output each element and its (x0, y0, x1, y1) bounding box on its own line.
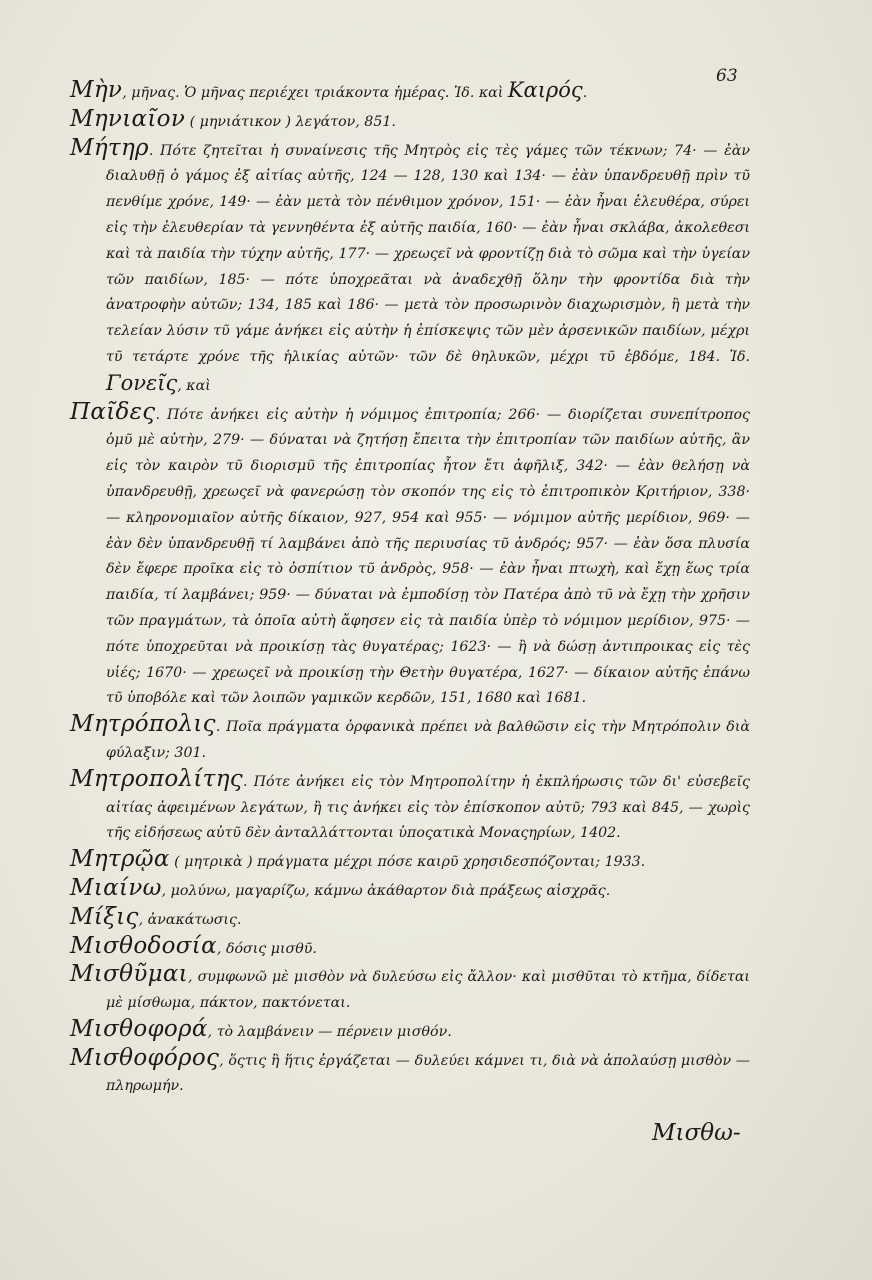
entry-mitir (70, 136, 750, 400)
entry-text: ( μηνιάτικον ) λεγάτον, 851. (185, 113, 396, 130)
headword: Μισθῦμαι (70, 961, 188, 988)
dictionary-entries (70, 78, 750, 1100)
headword: Μητροπολίτης (70, 765, 243, 792)
cross-reference: Γονεῖς (106, 370, 178, 395)
entry-text: , ὅςτις ἢ ἥτις ἐργάζεται — δυλεύει κάμνει τι, διὰ νὰ ἀπολαύσῃ μισθὸν — πληρωμήν. (106, 1052, 750, 1095)
entry-paides (70, 400, 750, 713)
headword: Παῖδες (70, 398, 156, 425)
entry-miaino (70, 876, 750, 905)
entry-miniaion (70, 107, 750, 136)
entry-misthoumai (70, 962, 750, 1017)
entry-text: . Πότε ζητεῖται ἡ συναίνεσις τῆς Μητρὸς εἰς τὲς γάμες τῶν τέκνων; 74· — ἐὰν διαλυθῇ ὁ γάμος ἐξ αἰτίας αὐτῆς, 124 — 128, 130 καὶ 134· — ἐὰν ὑπανδρευθῇ πρὶν τῦ πενθίμε χρόνε, 149· — ἐὰν μετὰ τὸν πένθιμον χρόνον, 151· — ἐὰν ἦναι ἐλευθέρα, σύρει εἰς τὴν ἐλευθερίαν τὰ γεννηθέντα ἐξ αὐτῆς παιδία, 160· — ἐὰν ἦναι σκλάβα, ἀκολεθεσι καὶ τὰ παιδία τὴν τύχην αὐτῆς, 177· — χρεωςεῖ νὰ φροντίζῃ διὰ τὸ σῶμα καὶ τὴν ὑγείαν τῶν παιδίων, 185· — πότε ὑποχρεᾶται νὰ ἀναδεχθῇ ὅλην τὴν φροντίδα διὰ τὴν ἀνατροφὴν αὐτῶν; 134, 185 καὶ 186· — μετὰ τὸν προσωρινὸν διαχωρισμὸν, ἢ μετὰ τὴν τελείαν λύσιν τῦ γάμε ἀνήκει εἰς αὐτὴν ἡ ἐπίσκεψις τῶν μὲν ἀρσενικῶν παιδίων, μέχρι τῦ τετάρτε χρόνε τῆς ἡλικίας αὐτῶν· τῶν δὲ θηλυκῶν, μέχρι τῦ ἑβδόμε, 184. Ἰδ. (106, 142, 750, 365)
headword: Μηνιαῖον (70, 105, 186, 132)
cross-reference: Καιρός (507, 78, 583, 102)
entry-text: , συμφωνῶ μὲ μισθὸν νὰ δυλεύσω εἰς ἄλλον· καὶ μισθῦται τὸ κτῆμα, δίδεται μὲ μίσθωμα, πάκτον, πακτόνεται. (106, 969, 750, 1012)
entry-text: ( μητρικὰ ) πράγματα μέχρι πόσε καιρῦ χρησιδεσπόζονται; 1933. (169, 854, 646, 871)
entry-mitropolis (70, 712, 750, 767)
headword: Μήτηρ (70, 134, 149, 161)
entry-text: . Πότε ἀνήκει εἰς τὸν Μητροπολίτην ἡ ἐκπλήρωσις τῶν δι' εὐσεβεῖς αἰτίας ἀφειμένων λεγάτων, ἢ τις ἀνήκει εἰς τὸν ἐπίσκοπον αὐτῦ; 793 καὶ 845, — χωρὶς τῆς εἰδήσεως αὐτῦ δὲν ἀνταλλάττονται ὑποςατικὰ Μοναςηρίων, 1402. (106, 773, 750, 842)
entry-misthofora (70, 1017, 750, 1046)
page-number: 63 (716, 66, 738, 86)
headword: Μίξις (70, 903, 139, 930)
entry-text: , μῆνας. Ὁ μῆνας περιέχει τριάκοντα ἡμέρας. Ἰδ. καὶ (122, 85, 508, 101)
entry-misthoforos (70, 1046, 750, 1101)
headword: Μητρόπολις (70, 711, 216, 738)
entry-text: , δόσις μισθῦ. (216, 940, 317, 957)
headword: Μιαίνω (70, 874, 162, 901)
entry-mitroa (70, 847, 750, 876)
headword: Μισθοφορά (70, 1015, 208, 1042)
entry-mixis (70, 905, 750, 934)
entry-text: , μολύνω, μαγαρίζω, κάμνω ἀκάθαρτον διὰ πράξεως αἰσχρᾶς. (161, 882, 611, 899)
headword: Μισθοφόρος (70, 1044, 220, 1071)
catchword: Μισθω- (652, 1120, 741, 1146)
entry-tail: , καὶ (177, 377, 211, 394)
entry-tail: . (582, 85, 588, 101)
entry-text: . Πότε ἀνήκει εἰς αὐτὴν ἡ νόμιμος ἐπιτροπία; 266· — διορίζεται συνεπίτροπος ὁμῦ μὲ αὐτὴν, 279· — δύναται νὰ ζητήσῃ ἔπειτα τὴν ἐπιτροπίαν τῶν παιδίων αὐτῆς, ἂν εἰς τὸν καιρὸν τῦ διορισμῦ τῆς ἐπιτροπίας ἦτον ἔτι ἀφῆλιξ, 342· — ἐὰν θελήσῃ νὰ ὑπανδρευθῇ, χρεωςεῖ νὰ φανερώσῃ τὸν σκοπόν της εἰς τὸ ἐπιτροπικὸν Κριτήριον, 338· — κληρονομιαῖον αὐτῆς δίκαιον, 927, 954 καὶ 955· — νόμιμον αὐτῆς μερίδιον, 969· — ἐὰν δὲν ὑπανδρευθῇ τί λαμβάνει ἀπὸ τῆς περιυσίας τῦ ἀνδρός; 957· — ἐὰν ὅσα πλυσία δὲν ἔφερε προῖκα εἰς τὸ ὁσπίτιον τῦ ἀνδρὸς, 958· — ἐὰν ἦναι πτωχὴ, καὶ ἔχῃ ἕως τρία παιδία, τί λαμβάνει; 959· — δύναται νὰ ἐμποδίσῃ τὸν Πατέρα ἀπὸ τῦ νὰ ἔχῃ τὴν χρῆσιν τῶν πραγμάτων, τὰ ὁποῖα αὐτὴ ἄφησεν εἰς τὰ παιδία ὑπὲρ τὸ νόμιμον μερίδιον, 975· — πότε ὑποχρεῦται νὰ προικίσῃ τὰς θυγατέρας; 1623· — ἢ νὰ δώσῃ ἀντιπροικας εἰς τὲς υἱές; 1670· — χρεωςεῖ νὰ προικίσῃ τὴν Θετὴν θυγατέρα, 1627· — δίκαιον αὐτῆς ἐπάνω τῦ ὑποβόλε καὶ τῶν λοιπῶν γαμικῶν κερδῶν, 151, 1680 καὶ 1681. (106, 406, 750, 707)
entry-text: , ἀνακάτωσις. (138, 911, 242, 928)
entry-text: . Ποῖα πράγματα ὀρφανικὰ πρέπει νὰ βαλθῶσιν εἰς τὴν Μητρόπολιν διὰ φύλαξιν; 301. (106, 719, 750, 761)
headword: Μισθοδοσία (70, 932, 217, 959)
entry-text: , τὸ λαμβάνειν — πέρνειν μισθόν. (207, 1023, 452, 1040)
headword: Μητρῷα (70, 846, 170, 873)
headword: Μὴν (70, 77, 123, 103)
entry-misthodosia (70, 934, 750, 963)
entry-min (70, 78, 750, 107)
entry-mitropolitis (70, 767, 750, 847)
